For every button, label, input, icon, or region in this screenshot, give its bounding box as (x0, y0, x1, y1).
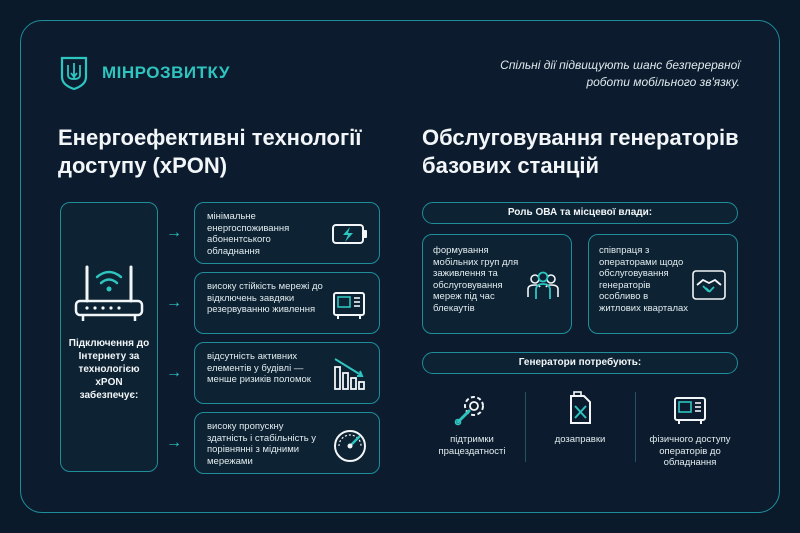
wrench-gear-icon (454, 390, 490, 426)
feature-text: відсутність активних елементів у будівлі — менше ризиків поломок (207, 351, 311, 385)
feature-text: високу стійкість мережі до відключень завдяки резервуванню живлення (207, 281, 323, 315)
arrow-right-icon: → (166, 364, 182, 381)
speedometer-icon (331, 425, 369, 463)
role-text: формування мобільних груп для заживлення та обслуговування мереж під час блекаутів (433, 245, 519, 314)
brand-name: МІНРОЗВИТКУ (102, 63, 230, 82)
left-title: Енергоефективні технології доступу (xPON) (58, 125, 362, 178)
need-item (422, 390, 522, 457)
role-text: співпраця з операторами щодо обслуговування генераторів особливо в житлових кварталах (599, 245, 689, 314)
router-icon (73, 259, 145, 327)
role-header: Роль ОВА та місцевої влади: (422, 202, 738, 224)
handshake-icon (691, 267, 727, 303)
logo (58, 55, 230, 91)
divider (525, 392, 526, 462)
feature-card (194, 202, 380, 264)
generator-icon (672, 390, 708, 426)
fuel-canister-icon (562, 390, 598, 426)
arrow-right-icon: → (166, 294, 182, 311)
tagline: Спільні дії підвищують шанс безперервної роботи мобільного зв'язку. (500, 58, 740, 89)
need-text: підтримки працездатності (438, 434, 506, 457)
trident-icon (58, 55, 90, 91)
feature-card (194, 412, 380, 474)
need-item (640, 390, 740, 469)
feature-text: мінімальне енергоспоживання абонентського обладнання (207, 211, 290, 257)
role-card (422, 234, 572, 334)
power-supply-icon (331, 285, 369, 323)
need-text: дозаправки (554, 434, 606, 445)
feature-card (194, 272, 380, 334)
team-icon (525, 267, 561, 303)
generators-header: Генератори потребують: (422, 352, 738, 374)
divider (635, 392, 636, 462)
feature-text: високу пропускну здатність і стабільність у порівнянні з мідними мережами (207, 421, 317, 467)
role-card (588, 234, 738, 334)
need-text: фізичного доступу операторів до обладнання (649, 434, 731, 468)
arrow-right-icon: → (166, 434, 182, 451)
battery-charging-icon (331, 215, 369, 253)
signal-bars-icon (331, 355, 369, 393)
router-caption: Підключення до Інтернету за технологією xPON забезпечує: (68, 338, 150, 401)
arrow-right-icon: → (166, 224, 182, 241)
feature-card (194, 342, 380, 404)
need-item (530, 390, 630, 446)
right-title: Обслуговування генераторів базових станцій (422, 125, 739, 178)
router-panel (60, 202, 158, 472)
